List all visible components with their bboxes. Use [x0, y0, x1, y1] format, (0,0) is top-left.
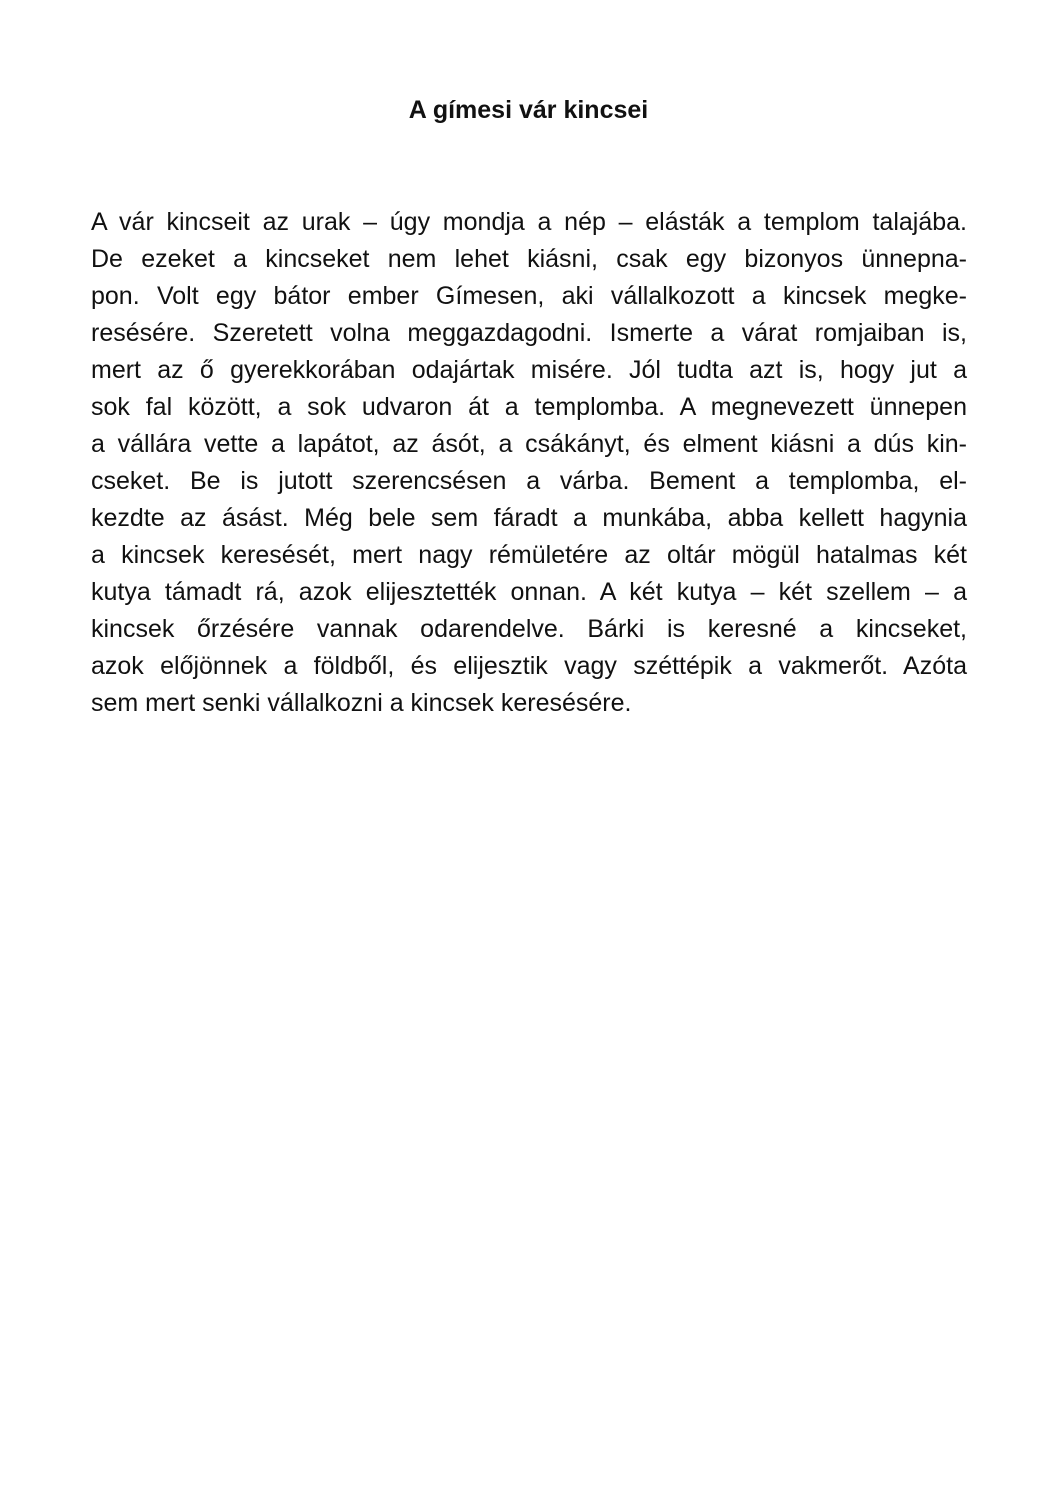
paragraph-line: sok fal között, a sok udvaron át a templomba. A megnevezett ünnepen — [91, 393, 967, 421]
paragraph-line: kezdte az ásást. Még bele sem fáradt a munkába, abba kellett hagynia — [91, 504, 967, 532]
paragraph-line: azok előjönnek a földből, és elijesztik vagy széttépik a vakmerőt. Azóta — [91, 652, 967, 680]
paragraph-line: kincsek őrzésére vannak odarendelve. Bárki is keresné a kincseket, — [91, 615, 967, 643]
paragraph-line: kutya támadt rá, azok elijesztették onnan. A két kutya – két szellem – a — [91, 578, 967, 606]
paragraph-line: De ezeket a kincseket nem lehet kiásni, csak egy bizonyos ünnepna- — [91, 245, 967, 273]
paragraph-line: a vállára vette a lapátot, az ásót, a csákányt, és elment kiásni a dús kin- — [91, 430, 967, 458]
paragraph-line: a kincsek keresését, mert nagy rémületére az oltár mögül hatalmas két — [91, 541, 967, 569]
paragraph-line: sem mert senki vállalkozni a kincsek keresésére. — [91, 689, 632, 717]
paragraph-line: cseket. Be is jutott szerencsésen a várba. Bement a templomba, el- — [91, 467, 967, 495]
paragraph-line: pon. Volt egy bátor ember Gímesen, aki vállalkozott a kincsek megke- — [91, 282, 967, 310]
document-title: A gímesi vár kincsei — [408, 96, 649, 124]
story-paragraph — [91, 204, 967, 722]
paragraph-line: A vár kincseit az urak – úgy mondja a nép – elásták a templom talajába. — [91, 208, 967, 236]
paragraph-line: mert az ő gyerekkorában odajártak misére. Jól tudta azt is, hogy jut a — [91, 356, 967, 384]
paragraph-line: resésére. Szeretett volna meggazdagodni. Ismerte a várat romjaiban is, — [91, 319, 967, 347]
